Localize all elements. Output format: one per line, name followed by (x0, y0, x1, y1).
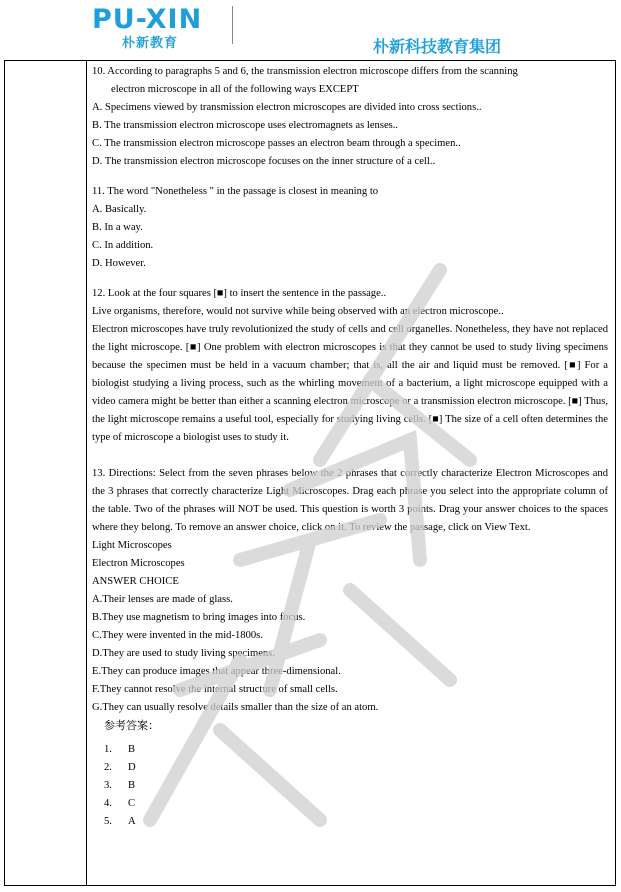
q13-stem (92, 465, 608, 537)
brand-logo (92, 4, 227, 51)
q12-sentence: Live organisms, therefore, would not survive while being observed with an electron microscope.. (92, 306, 504, 317)
q12-stem: 12. Look at the four squares [■] to insert the sentence in the passage.. (92, 288, 387, 299)
q13-choice-header: ANSWER CHOICE (92, 576, 179, 587)
q10-option-c: C. The transmission electron microscope passes an electron beam through a specimen.. (92, 138, 461, 149)
q10-stem-line2: electron microscope in all of the following ways EXCEPT (111, 84, 359, 95)
logo-text: PU-XIN (92, 4, 203, 35)
question-content (92, 63, 608, 831)
q13-col-electron: Electron Microscopes (92, 558, 185, 569)
answer-number: 3. (104, 780, 112, 791)
q11-stem: 11. The word "Nonetheless " in the passage is closest in meaning to (92, 186, 379, 197)
q13-choice-g: G.They can usually resolve details smaller than the size of an atom. (92, 702, 379, 713)
q13-choice-b: B.They use magnetism to bring images into focus. (92, 612, 306, 623)
q13-col-light: Light Microscopes (92, 540, 172, 551)
logo-subtitle: 朴新教育 (122, 36, 179, 51)
answer-item (92, 795, 608, 813)
answer-number: 4. (104, 798, 112, 809)
answer-number: 5. (104, 816, 112, 827)
answer-item (92, 741, 608, 759)
answer-number: 1. (104, 744, 112, 755)
q10-stem-line1: 10. According to paragraphs 5 and 6, the transmission electron microscope differs from the scanning (92, 66, 518, 77)
answer-value: B (128, 780, 136, 791)
q11-option-d: D. However. (92, 258, 146, 269)
page-header (0, 0, 621, 58)
q13-choice-d: D.They are used to study living specimens. (92, 648, 276, 659)
q11-option-c: C. In addition. (92, 240, 154, 251)
q10-option-d: D. The transmission electron microscope focuses on the inner structure of a cell.. (92, 156, 436, 167)
q13-choice-a: A.Their lenses are made of glass. (92, 594, 233, 605)
q13-choice-e: E.They can produce images that appear three-dimensional. (92, 666, 341, 677)
q13-choice-f: F.They cannot resolve the internal structure of small cells. (92, 684, 338, 695)
answer-number: 2. (104, 762, 112, 773)
q12-passage: Electron microscopes have truly revolutionized the study of cells and cell organelles. Nonetheless, they have not replaced the light microscope. [■] One problem with electron microscopes is that they cannot be used to study living specimens because the specimen must be held in a vacuum chamber; that is, all the air and liquid must be removed. [■] For a biologist studying a living process, such as the whirling movement of a bacterium, a light microscope equipped with a video camera might be better than either a scanning electron microscope or a transmission electron microscope. [■] Thus, the light microscope remains a useful tool, especially for studying living cells. [■] The size of a cell often determines the type of microscope a biologist uses to study it. (92, 324, 608, 443)
answer-item (92, 759, 608, 777)
answer-key-title: 参考答案： (104, 719, 159, 732)
answer-value: B (128, 744, 136, 755)
q13-choice-c: C.They were invented in the mid-1800s. (92, 630, 263, 641)
answer-value: C (128, 798, 136, 809)
logo-divider (232, 6, 233, 44)
answer-value: D (128, 762, 136, 773)
answer-value: A (128, 816, 136, 827)
q11-option-a: A. Basically. (92, 204, 147, 215)
company-name: 朴新科技教育集团 (373, 37, 502, 56)
q10-option-a: A. Specimens viewed by transmission electron microscopes are divided into cross sections.. (92, 102, 482, 113)
q10-option-b: B. The transmission electron microscope uses electromagnets as lenses.. (92, 120, 399, 131)
column-divider (86, 60, 87, 886)
answer-item (92, 777, 608, 795)
q13-stem-text: 13. Directions: Select from the seven phrases below the 2 phrases that correctly characterize Electron Microscopes and the 3 phrases that correctly characterize Light Microscopes. Drag each phrase you select into the appropriate column of the table. Two of the phrases will NOT be used. This question is worth 3 points. Drag your answer choices to the spaces where they belong. To remove an answer choice, click on it. To review the passage, click on View Text. (92, 468, 608, 533)
answer-item (92, 813, 608, 831)
q11-option-b: B. In a way. (92, 222, 143, 233)
